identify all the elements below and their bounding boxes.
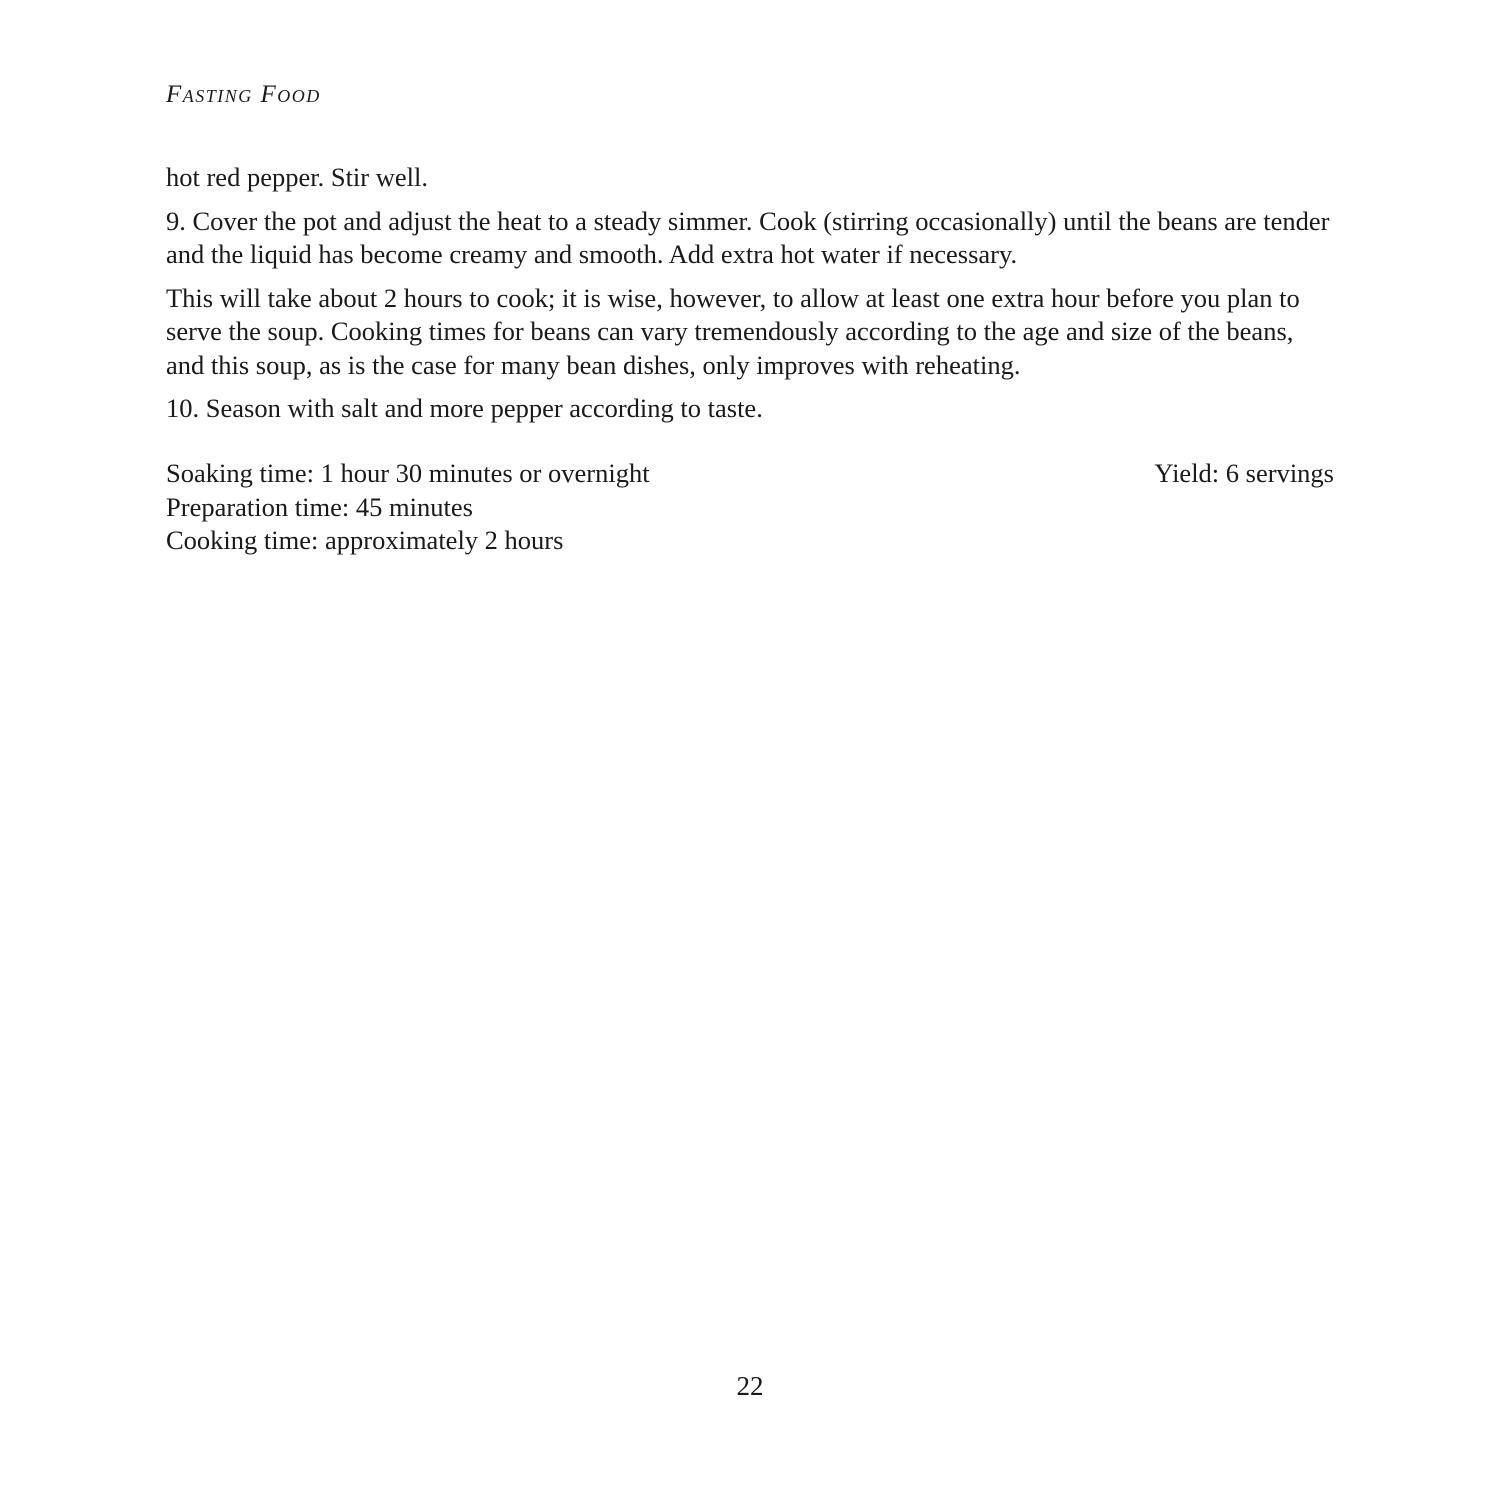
cooking-note: This will take about 2 hours to cook; it is wise, however, to allow at least one extra hour before you plan to serve the soup. Cooking times for beans can vary tremendously according to the age and size of the beans, and this soup, as is the case for many bean dishes, only improves with reheating. (166, 282, 1300, 380)
page-number: 22 (736, 1371, 764, 1401)
soaking-time: Soaking time: 1 hour 30 minutes or overnight (166, 458, 650, 488)
step-10: 10. Season with salt and more pepper according to taste. (166, 393, 763, 423)
recipe-info (166, 457, 1334, 558)
cooking-time: Cooking time: approximately 2 hours (166, 525, 564, 555)
running-head: Fasting Food (166, 81, 321, 108)
preparation-time: Preparation time: 45 minutes (166, 491, 473, 522)
paragraph: hot red pepper. Stir well. (166, 162, 428, 192)
yield: Yield: 6 servings (1154, 458, 1334, 488)
recipe-body (166, 161, 1334, 436)
step-9: 9. Cover the pot and adjust the heat to a steady simmer. Cook (stirring occasionally) until the beans are tender and the liquid has become creamy and smooth. Add extra hot water if necessary. (166, 205, 1330, 269)
